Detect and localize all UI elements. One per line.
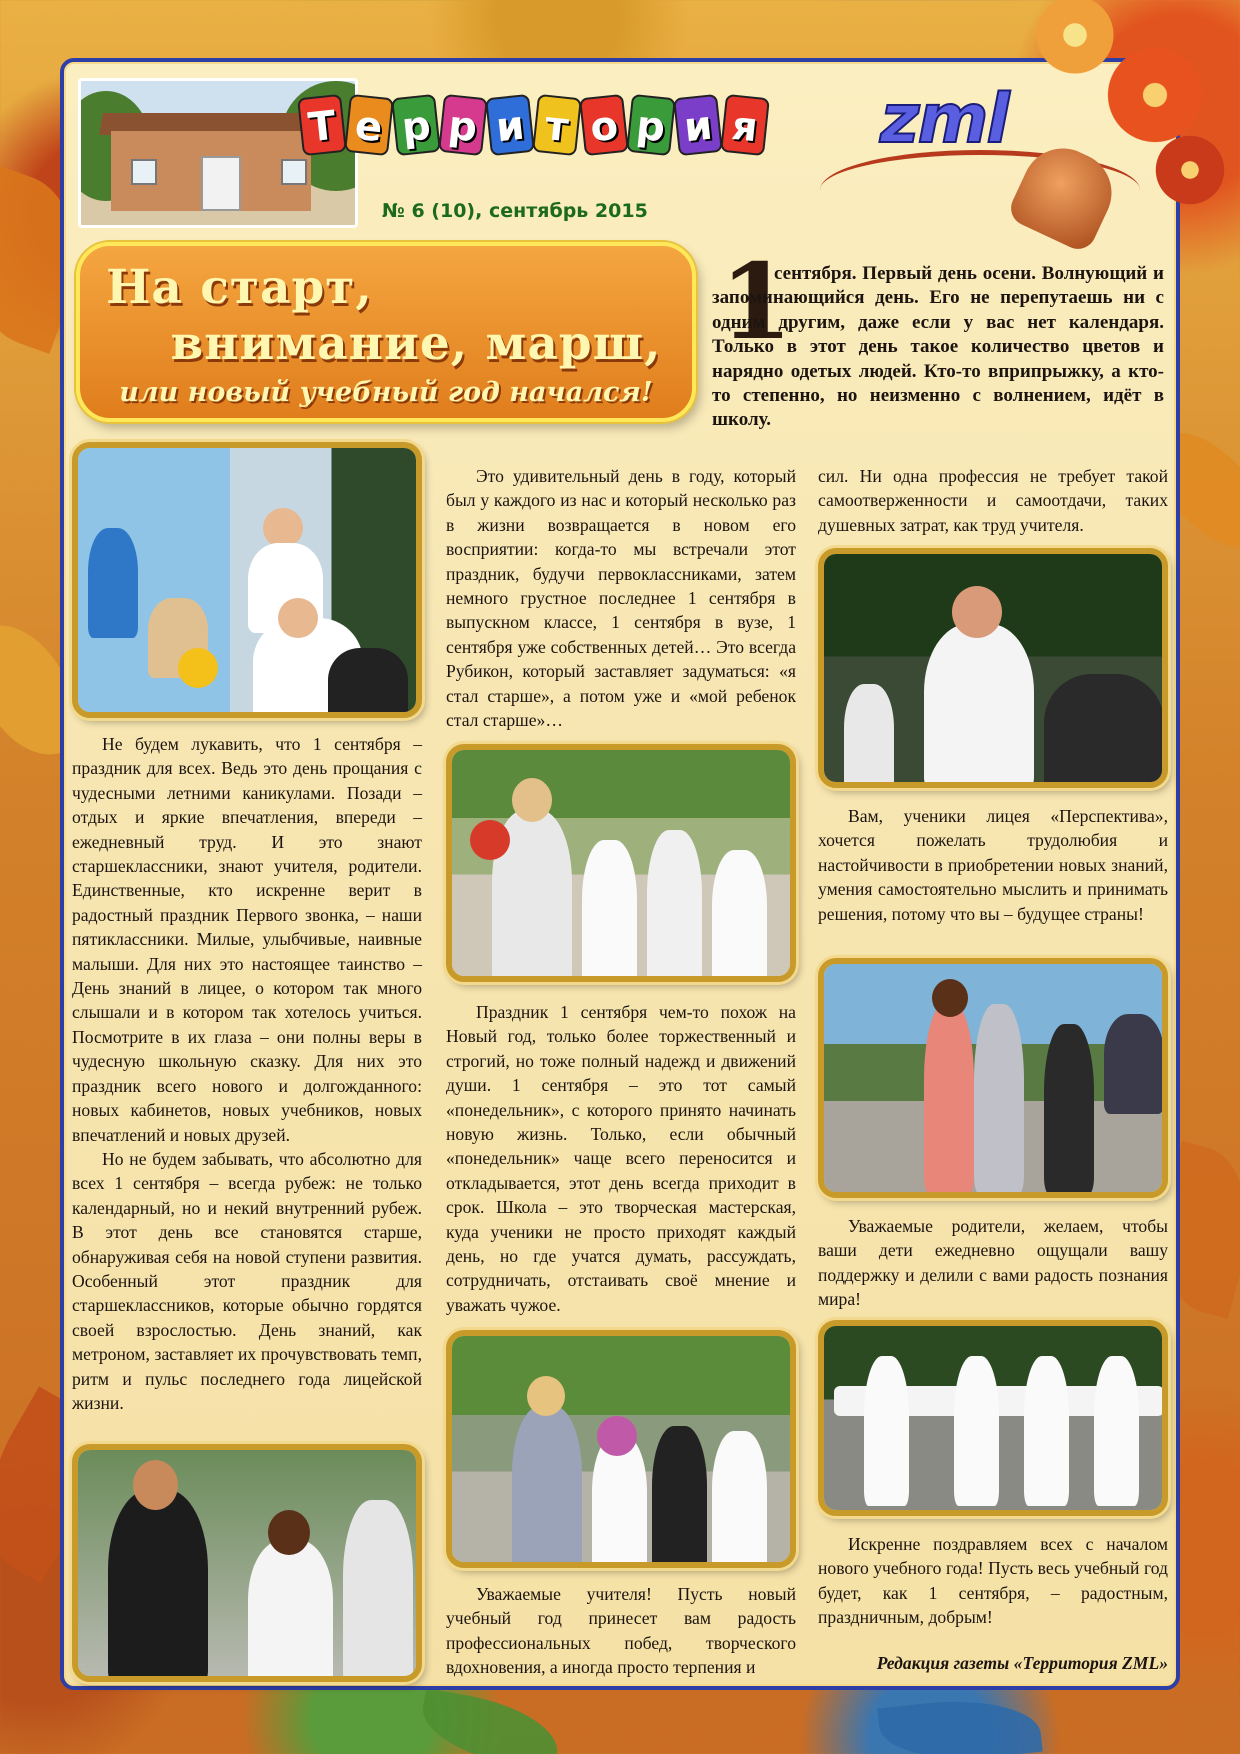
paragraph: Уважаемые учителя! Пусть новый учебный год принесет вам радость профессиональных побед, творческого вдохновения, а иногда просто терпения и (446, 1584, 796, 1678)
title-letter: я (720, 94, 770, 156)
autumn-leaf-decoration (877, 1692, 1042, 1754)
paragraph: Вам, ученики лицея «Перспектива», хочется пожелать трудолюбия и настойчивости в приобретении новых знаний, умения самостоятельно мыслить и принимать решения, потому что вы – будущее страны! (818, 806, 1168, 924)
article-column-1 (72, 732, 422, 1415)
photo-school-ceremony (446, 1330, 796, 1568)
article-column-2 (446, 464, 796, 732)
title-letter: р (626, 94, 676, 156)
paragraph: Уважаемые родители, желаем, чтобы ваши дети ежедневно ощущали вашу поддержку и делили с вами радость познания мира! (818, 1216, 1168, 1310)
paragraph: Искренне поздравляем всех с началом нового учебного года! Пусть весь учебный год будет, как 1 сентября, – радостным, праздничным, добрым! (818, 1534, 1168, 1628)
paragraph: Это удивительный день в году, который был у каждого из нас и который несколько раз в жизни возвращается в новом его восприятии: когда-то мы встречали этот праздник, будучи первоклассниками, затем немного грустное последнее 1 сентября в выпускном классе, 1 сентября в вузе, 1 сентября уже собственных детей… Это всегда Рубикон, который заставляет задуматься: «я стал старше», а потом уже и «мой ребенок стал старше»… (446, 466, 796, 731)
article-column-2-closing (446, 1582, 796, 1680)
photo-presenters (818, 958, 1168, 1198)
title-letter: и (485, 94, 535, 156)
lead-paragraph (712, 262, 1164, 433)
editorial-signature: Редакция газеты «Территория ZML» (876, 1653, 1168, 1673)
article-column-3-students (818, 804, 1168, 926)
title-letter: е (344, 94, 394, 156)
title-letter: р (391, 94, 441, 156)
lead-text: сентября. Первый день осени. Волнующий и запоминающийся день. Его не перепутаешь ни с одним другим, даже если у вас нет календаря. Только в этот день такое количество цветов и нарядно одетых людей. Кто-то вприпрыжку, а кто-то степенно, но неизменно с волнением, идёт в школу. (712, 263, 1164, 431)
article-column-3 (818, 464, 1168, 537)
title-letter: о (579, 94, 629, 156)
photo-director-speech (818, 548, 1168, 788)
paragraph: Праздник 1 сентября чем-то похож на Новый год, только более торжественный и строгий, но тоже полный надежд и движений души. 1 сентября – это тот самый «понедельник», с которого принято начинать новую жизнь. Только, если обычный «понедельник» чаще всего переносится и откладывается, этот день всегда приходит в срок. Школа – это творческая мастерская, куда ученики не просто приходят каждый день, но где учатся думать, рассуждать, сотрудничать, отстаивать своё мнение и уважать чужое. (446, 1002, 796, 1315)
title-letter: Т (297, 94, 347, 156)
title-letter: т (532, 94, 582, 156)
photo-teacher-leads-class (446, 744, 796, 982)
photo-dance-performance (818, 1320, 1168, 1516)
photo-first-graders (72, 442, 422, 718)
newspaper-title (300, 96, 820, 166)
article-column-3-greeting (818, 1532, 1168, 1630)
issue-number: № 6 (10), сентябрь 2015 (382, 200, 648, 222)
paragraph: Но не будем забывать, что абсолютно для всех 1 сентября – всегда рубеж: не только календарный, но и некий внутренний рубеж. В этот день все становятся старше, обнаруживая себя на новой ступени развития. Особенный этот праздник для старшеклассников, которые обычно гордятся своей взрослостью. День знаний, как метроном, заставляет их прочувствовать темп, ритм и пульс последнего года лицейской жизни. (72, 1148, 422, 1413)
headline-line-1: На старт, (106, 260, 373, 315)
headline-banner (76, 242, 696, 422)
title-letter: р (438, 94, 488, 156)
photo-teacher-with-student (72, 1444, 422, 1682)
flower-decoration (1150, 130, 1230, 210)
headline-subtitle: или новый учебный год начался! (119, 377, 653, 408)
paragraph: сил. Ни одна профессия не требует такой самоотверженности и самоотдачи, таких душевных затрат, как труд учителя. (818, 466, 1168, 535)
headline-line-2: внимание, марш, (170, 316, 662, 371)
article-column-2-continued (446, 1000, 796, 1317)
paragraph: Не будем лукавить, что 1 сентября – праздник для всех. Ведь это день прощания с чудесными летними каникулами. Позади – отдых и яркие впечатления, впереди – ежедневный труд. И это знают старшеклассники, знают учителя, родители. Единственные, кто искренне верит в радостный праздник Первого звонка, – наши пятиклассники. Милые, улыбчивые, наивные малыши. Для них это настоящее таинство – День знаний в лицее, о котором так много слышали и в котором так хотелось учиться. Посмотрите в их глаза – они полны веры в чудесную школьную сказку. Для них это праздник всего нового и долгожданного: новых кабинетов, новых учебников, новых впечатлений и новых друзей. (72, 734, 422, 1145)
autumn-leaf-decoration (416, 1688, 564, 1754)
drop-cap: 1 (720, 240, 793, 363)
brand-logo: zml (880, 80, 1008, 159)
article-column-3-parents (818, 1214, 1168, 1312)
title-letter: и (673, 94, 723, 156)
